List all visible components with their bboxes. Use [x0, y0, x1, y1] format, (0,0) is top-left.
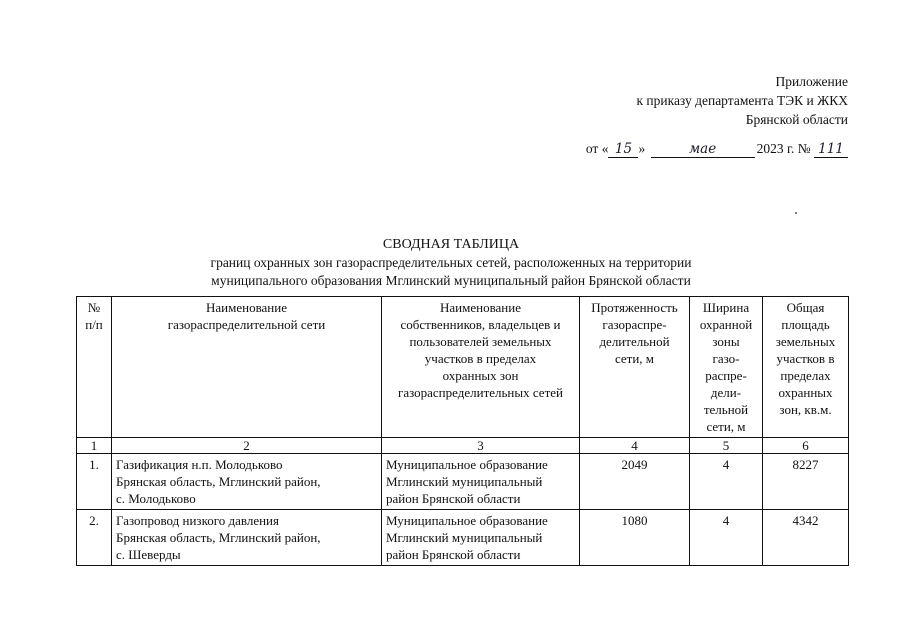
attachment-line: Брянской области — [745, 112, 848, 127]
document-subtitle-line: муниципального образования Мглинский муниципальный район Брянской области — [211, 273, 691, 288]
date-year: 2023 г. № — [756, 141, 811, 156]
column-number: 1 — [77, 438, 112, 454]
attachment-block — [636, 72, 848, 129]
owners-cell: Муниципальное образование Мглинский муниципальный район Брянской области — [382, 510, 580, 566]
column-number-row — [77, 438, 849, 454]
length-cell: 2049 — [580, 454, 690, 510]
attachment-line: к приказу департамента ТЭК и ЖКХ — [636, 93, 848, 108]
zone-width-cell: 4 — [690, 510, 763, 566]
network-name-cell: Газификация н.п. Молодьково Брянская область, Мглинский район, с. Молодьково — [112, 454, 382, 510]
table-row — [77, 454, 849, 510]
document-subtitle-line: границ охранных зон газораспределительных сетей, расположенных на территории — [210, 255, 692, 270]
header-cell-owners: Наименование собственников, владельцев и пользователей земельных участков в пределах охранных зон газораспределительных сетей — [382, 297, 580, 438]
scan-speck — [795, 212, 797, 214]
date-prefix: от « — [585, 141, 609, 156]
total-area-cell: 8227 — [763, 454, 849, 510]
header-cell-zone-width: Ширина охранной зоны газо- распре- дели- тельной сети, м — [690, 297, 763, 438]
column-number: 6 — [763, 438, 849, 454]
column-number: 5 — [690, 438, 763, 454]
network-name-cell: Газопровод низкого давления Брянская область, Мглинский район, с. Шеверды — [112, 510, 382, 566]
summary-table — [76, 296, 849, 566]
column-number: 4 — [580, 438, 690, 454]
header-cell-length: Протяженность газораспре- делительной сети, м — [580, 297, 690, 438]
owners-cell: Муниципальное образование Мглинский муниципальный район Брянской области — [382, 454, 580, 510]
document-title: СВОДНАЯ ТАБЛИЦА — [382, 237, 520, 252]
handwritten-day: 15 — [608, 141, 638, 158]
order-date-line — [586, 139, 848, 158]
zone-width-cell: 4 — [690, 454, 763, 510]
table-header-row — [77, 297, 849, 438]
row-number: 1. — [77, 454, 112, 510]
attachment-line: Приложение — [775, 74, 848, 89]
column-number: 3 — [382, 438, 580, 454]
table-row — [77, 510, 849, 566]
total-area-cell: 4342 — [763, 510, 849, 566]
document-title-block — [0, 236, 902, 290]
header-cell-number: № п/п — [77, 297, 112, 438]
header-cell-network-name: Наименование газораспределительной сети — [112, 297, 382, 438]
handwritten-doc-number: 111 — [814, 141, 848, 158]
length-cell: 1080 — [580, 510, 690, 566]
header-cell-total-area: Общая площадь земельных участков в пределах охранных зон, кв.м. — [763, 297, 849, 438]
date-mid: » — [638, 141, 646, 156]
handwritten-month: мае — [651, 141, 755, 158]
row-number: 2. — [77, 510, 112, 566]
column-number: 2 — [112, 438, 382, 454]
